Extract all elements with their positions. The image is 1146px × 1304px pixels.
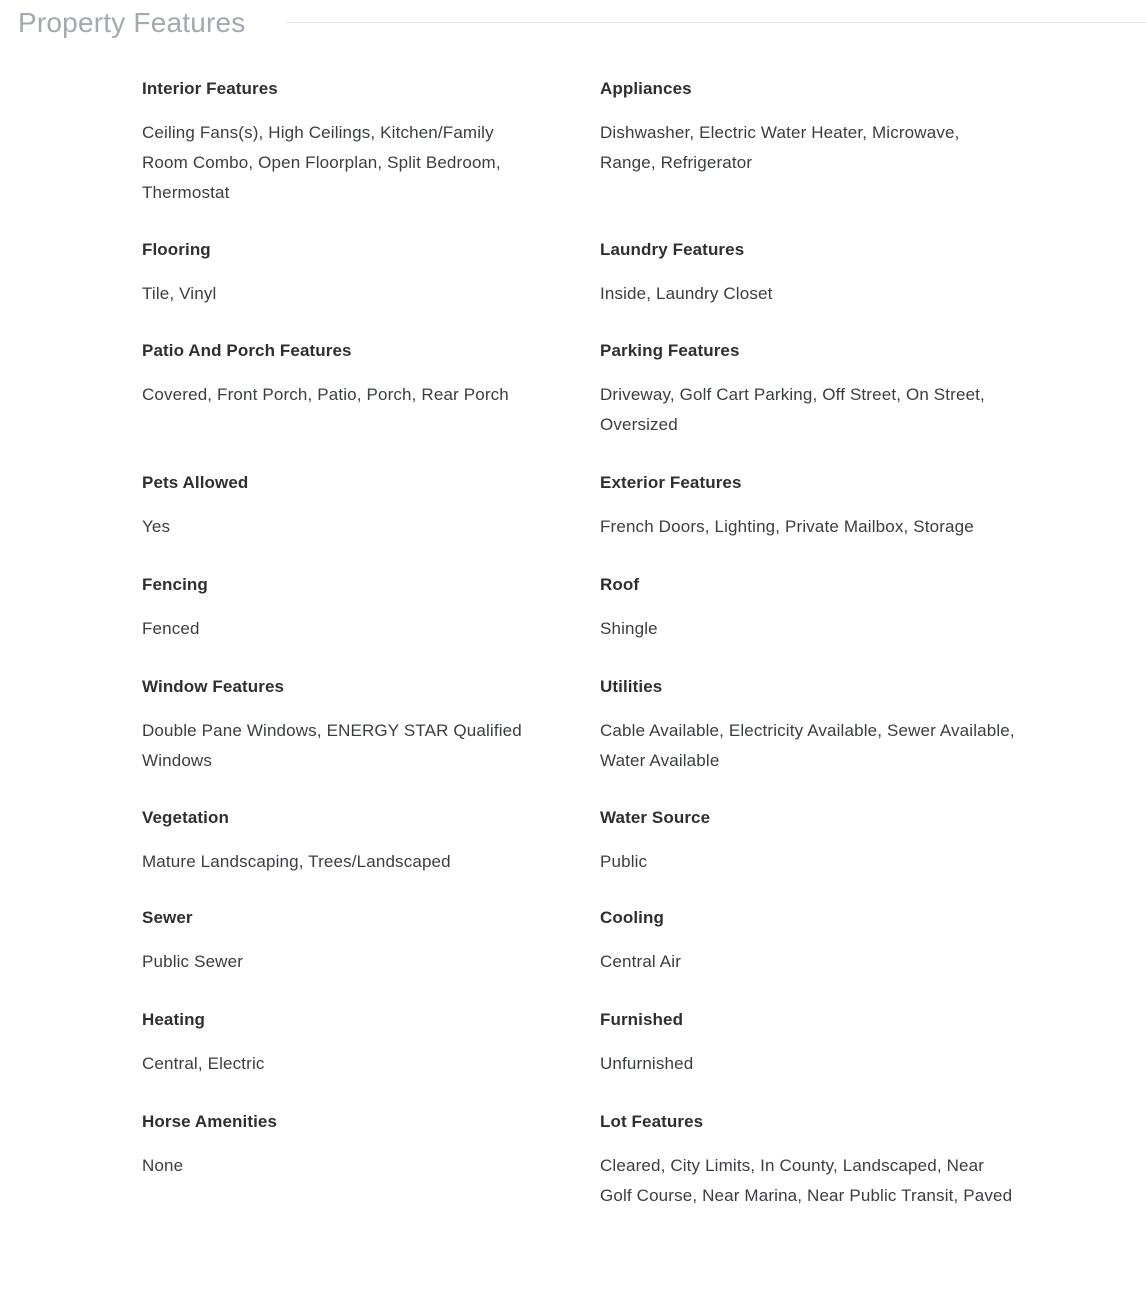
feature-label: Sewer [142, 908, 193, 927]
feature-label: Window Features [142, 677, 285, 696]
feature-label: Interior Features [142, 79, 278, 98]
feature-horse-amenities [142, 1111, 542, 1241]
feature-label: Utilities [600, 677, 663, 696]
feature-lot-features [600, 1111, 1020, 1241]
feature-value: None [142, 1156, 184, 1175]
feature-label: Patio And Porch Features [142, 341, 352, 360]
feature-flooring [142, 239, 542, 340]
feature-furnished [600, 1009, 1020, 1111]
feature-value: French Doors, Lighting, Private Mailbox, Storage [600, 517, 974, 536]
features-grid [142, 78, 1042, 1241]
feature-value: Tile, Vinyl [142, 284, 217, 303]
feature-label: Water Source [600, 808, 711, 827]
feature-label: Fencing [142, 575, 208, 594]
feature-value: Double Pane Windows, ENERGY STAR Qualified Windows [142, 721, 522, 770]
feature-pets-allowed [142, 472, 542, 574]
feature-utilities [600, 676, 1020, 807]
feature-label: Roof [600, 575, 640, 594]
feature-fencing [142, 574, 542, 676]
feature-laundry-features [600, 239, 1020, 340]
feature-value: Cable Available, Electricity Available, Sewer Available, Water Available [600, 721, 1015, 770]
feature-label: Horse Amenities [142, 1112, 278, 1131]
feature-value: Unfurnished [600, 1054, 694, 1073]
feature-roof [600, 574, 1020, 676]
feature-label: Pets Allowed [142, 473, 249, 492]
feature-appliances [600, 78, 1020, 239]
feature-value: Public [600, 852, 648, 871]
feature-value: Fenced [142, 619, 200, 638]
feature-cooling [600, 907, 1020, 1009]
feature-sewer [142, 907, 542, 1009]
feature-value: Driveway, Golf Cart Parking, Off Street, On Street, Oversized [600, 385, 985, 434]
feature-vegetation [142, 807, 542, 907]
feature-label: Heating [142, 1010, 206, 1029]
feature-value: Inside, Laundry Closet [600, 284, 773, 303]
feature-label: Vegetation [142, 808, 229, 827]
feature-value: Public Sewer [142, 952, 244, 971]
feature-heating [142, 1009, 542, 1111]
feature-water-source [600, 807, 1020, 907]
section-title: Property Features [18, 7, 246, 38]
feature-value: Dishwasher, Electric Water Heater, Microwave, Range, Refrigerator [600, 123, 960, 172]
feature-window-features [142, 676, 542, 807]
feature-label: Flooring [142, 240, 211, 259]
section-header [18, 4, 1146, 42]
feature-label: Exterior Features [600, 473, 742, 492]
feature-patio-porch [142, 340, 542, 472]
section-divider [285, 22, 1146, 23]
feature-value: Central, Electric [142, 1054, 265, 1073]
feature-label: Parking Features [600, 341, 740, 360]
feature-label: Appliances [600, 79, 692, 98]
feature-label: Lot Features [600, 1112, 704, 1131]
feature-value: Ceiling Fans(s), High Ceilings, Kitchen/Family Room Combo, Open Floorplan, Split Bedroom, Thermostat [142, 123, 501, 202]
feature-value: Mature Landscaping, Trees/Landscaped [142, 852, 451, 871]
feature-label: Laundry Features [600, 240, 745, 259]
feature-interior-features [142, 78, 542, 239]
feature-value: Yes [142, 517, 171, 536]
feature-label: Furnished [600, 1010, 684, 1029]
feature-value: Cleared, City Limits, In County, Landscaped, Near Golf Course, Near Marina, Near Public Transit, Paved [600, 1156, 1013, 1205]
feature-parking-features [600, 340, 1020, 472]
feature-exterior-features [600, 472, 1020, 574]
feature-label: Cooling [600, 908, 664, 927]
feature-value: Covered, Front Porch, Patio, Porch, Rear Porch [142, 385, 509, 404]
feature-value: Central Air [600, 952, 682, 971]
feature-value: Shingle [600, 619, 658, 638]
